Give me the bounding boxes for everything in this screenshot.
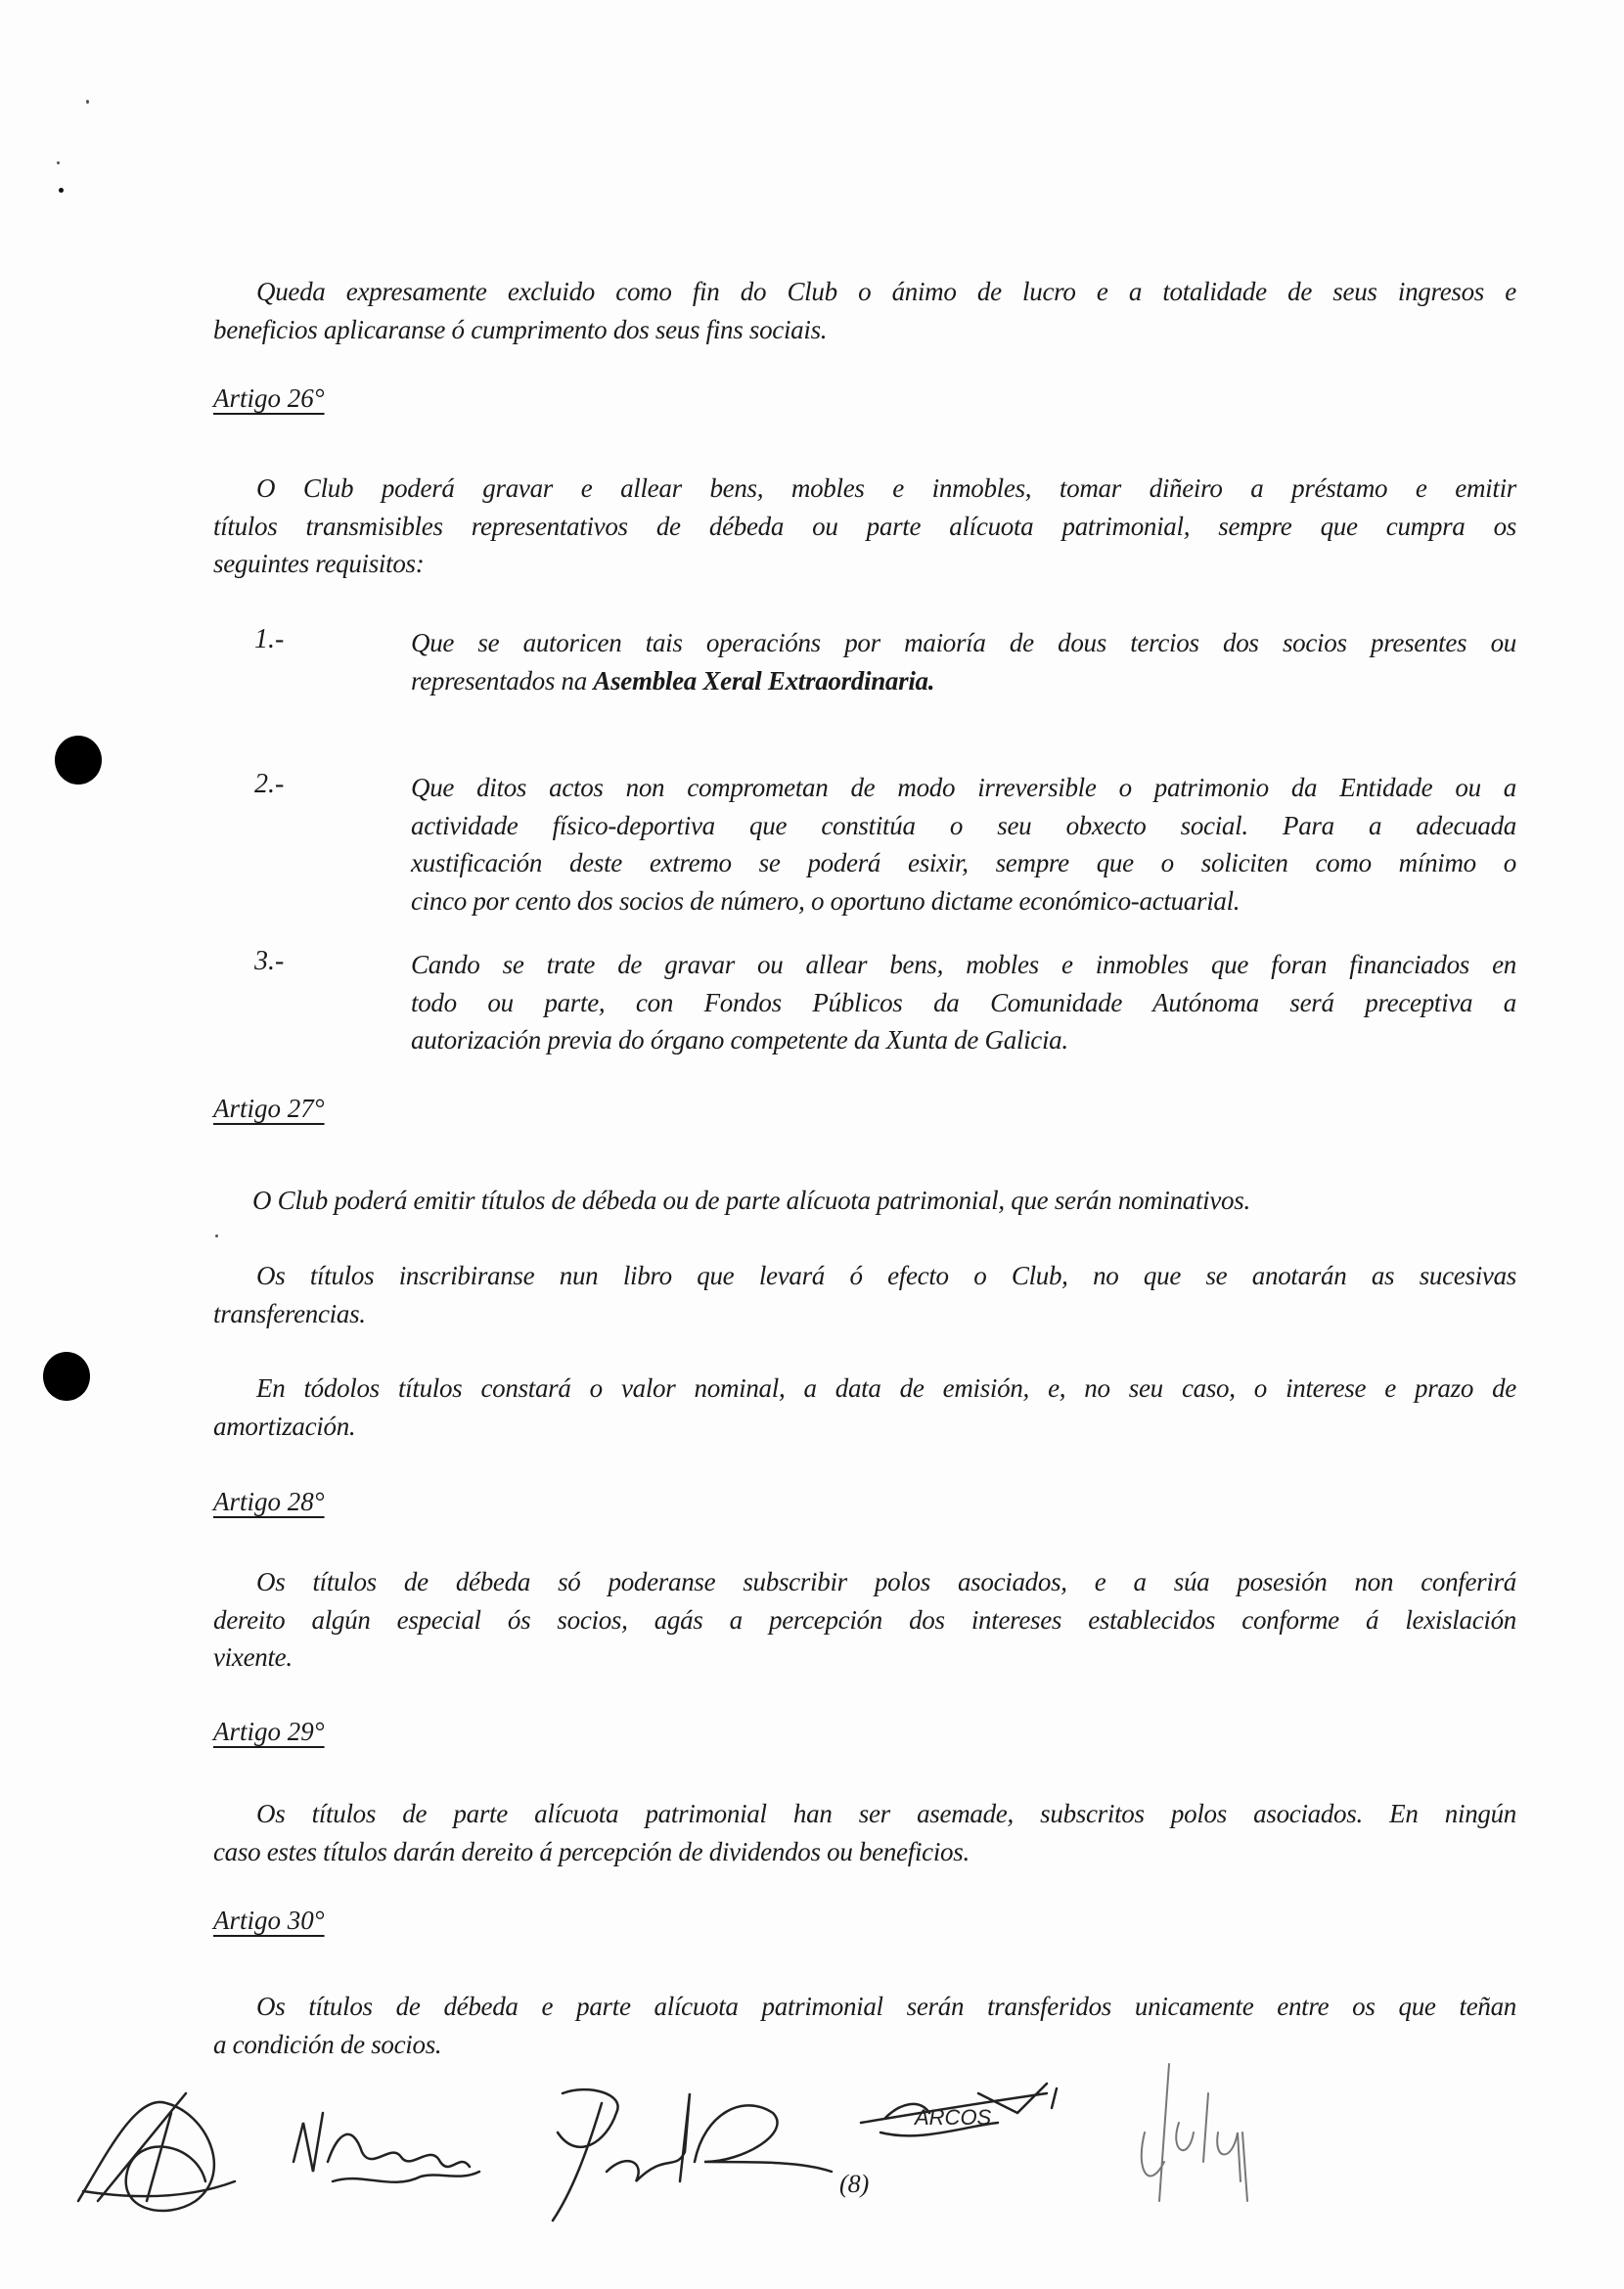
item-number: 3.- bbox=[254, 946, 285, 976]
article-heading: Artigo 30° bbox=[213, 1906, 325, 1935]
signature-2 bbox=[293, 2113, 479, 2182]
article-28-paragraph bbox=[213, 1563, 1516, 1677]
article-heading: Artigo 27° bbox=[213, 1094, 325, 1123]
text-line: amortización. bbox=[213, 1411, 356, 1441]
text-line: a condición de socios. bbox=[213, 2029, 442, 2059]
text-line: Queda expresamente excluido como fin do Club o ánimo de lucro e a totalidade de seus ingresos e bbox=[256, 277, 1516, 306]
text-line: transferencias. bbox=[213, 1298, 366, 1328]
article-heading: Artigo 29° bbox=[213, 1717, 325, 1746]
bold-term: Asemblea Xeral Extraordinaria. bbox=[593, 665, 935, 696]
text-line: Os títulos de parte alícuota patrimonial han ser asemade, subscritos polos asociados. En ningún bbox=[256, 1799, 1516, 1828]
page-number: (8) bbox=[839, 2170, 870, 2198]
text-line: dereito algún especial ós socios, agás a percepción dos intereses establecidos conforme á lexislación bbox=[213, 1604, 1516, 1635]
text-line: caso estes títulos darán dereito á percepción de dividendos ou beneficios. bbox=[213, 1836, 970, 1866]
text-line: seguintes requisitos: bbox=[213, 549, 425, 578]
requirement-item bbox=[411, 624, 1516, 699]
text-line: vixente. bbox=[213, 1642, 293, 1672]
punch-hole bbox=[55, 736, 102, 785]
signature-5 bbox=[1142, 2064, 1247, 2201]
article-27-paragraph bbox=[213, 1369, 1516, 1445]
text-line: autorización previa do órgano competente da Xunta de Galicia. bbox=[411, 1025, 1068, 1055]
signature-stamp-text: ARCOS bbox=[915, 2105, 992, 2130]
article-26-paragraph bbox=[213, 470, 1516, 583]
scan-speck bbox=[57, 161, 60, 164]
article-heading: Artigo 26° bbox=[213, 383, 325, 413]
requirement-item bbox=[411, 946, 1516, 1059]
text-line: beneficios aplicaranse ó cumprimento dos seus fins sociais. bbox=[213, 314, 828, 344]
text-line: títulos transmisibles representativos de débeda ou parte alícuota patrimonial, sempre que cumpra os bbox=[213, 511, 1516, 541]
requirement-item bbox=[411, 769, 1516, 920]
scan-speck bbox=[59, 188, 64, 193]
intro-paragraph bbox=[213, 273, 1516, 348]
text-line: Cando se trate de gravar ou allear bens, mobles e inmobles que foran financiados en bbox=[411, 950, 1516, 979]
article-30-paragraph bbox=[213, 1988, 1516, 2063]
text-line: xustificación deste extremo se poderá esixir, sempre que o soliciten como mínimo o bbox=[411, 848, 1516, 877]
article-27-paragraph bbox=[213, 1257, 1516, 1332]
article-27-paragraph bbox=[213, 1182, 1516, 1220]
punch-hole bbox=[43, 1352, 90, 1401]
scan-speck bbox=[86, 100, 89, 104]
signature-3 bbox=[553, 2089, 832, 2221]
signature-1 bbox=[78, 2093, 235, 2211]
article-heading: Artigo 28° bbox=[213, 1487, 325, 1516]
text-line: Os títulos de débeda e parte alícuota patrimonial serán transferidos unicamente entre os que teñan bbox=[256, 1992, 1516, 2021]
text-line: Os títulos de débeda só poderanse subscribir polos asociados, e a súa posesión non conferirá bbox=[256, 1567, 1516, 1596]
text-line: O Club poderá emitir títulos de débeda ou de parte alícuota patrimonial, que serán nominativos. bbox=[252, 1186, 1250, 1215]
text-line: actividade físico-deportiva que constitúa o seu obxecto social. Para a adecuada bbox=[411, 810, 1516, 840]
item-number: 2.- bbox=[254, 769, 285, 799]
article-29-paragraph bbox=[213, 1795, 1516, 1870]
text-line bbox=[411, 662, 1516, 700]
signature-4 bbox=[861, 2084, 1057, 2135]
text-line: todo ou parte, con Fondos Públicos da Comunidade Autónoma será preceptiva a bbox=[411, 987, 1516, 1017]
text-line: Que ditos actos non comprometan de modo irreversible o patrimonio da Entidade ou a bbox=[411, 773, 1516, 802]
text-line: Os títulos inscribiranse nun libro que levará ó efecto o Club, no que se anotarán as sucesivas bbox=[256, 1261, 1516, 1290]
text-line: O Club poderá gravar e allear bens, mobles e inmobles, tomar diñeiro a préstamo e emitir bbox=[256, 473, 1516, 503]
scan-speck bbox=[215, 1234, 218, 1237]
text-line: Que se autoricen tais operacións por maioría de dous tercios dos socios presentes ou bbox=[411, 628, 1516, 657]
text-line: cinco por cento dos socios de número, o oportuno dictame económico-actuarial. bbox=[411, 885, 1241, 916]
text-fragment: representados na bbox=[411, 665, 594, 696]
text-line: En tódolos títulos constará o valor nominal, a data de emisión, e, no seu caso, o interese e prazo de bbox=[256, 1373, 1516, 1403]
signatures bbox=[0, 2054, 1624, 2269]
item-number: 1.- bbox=[254, 624, 285, 654]
